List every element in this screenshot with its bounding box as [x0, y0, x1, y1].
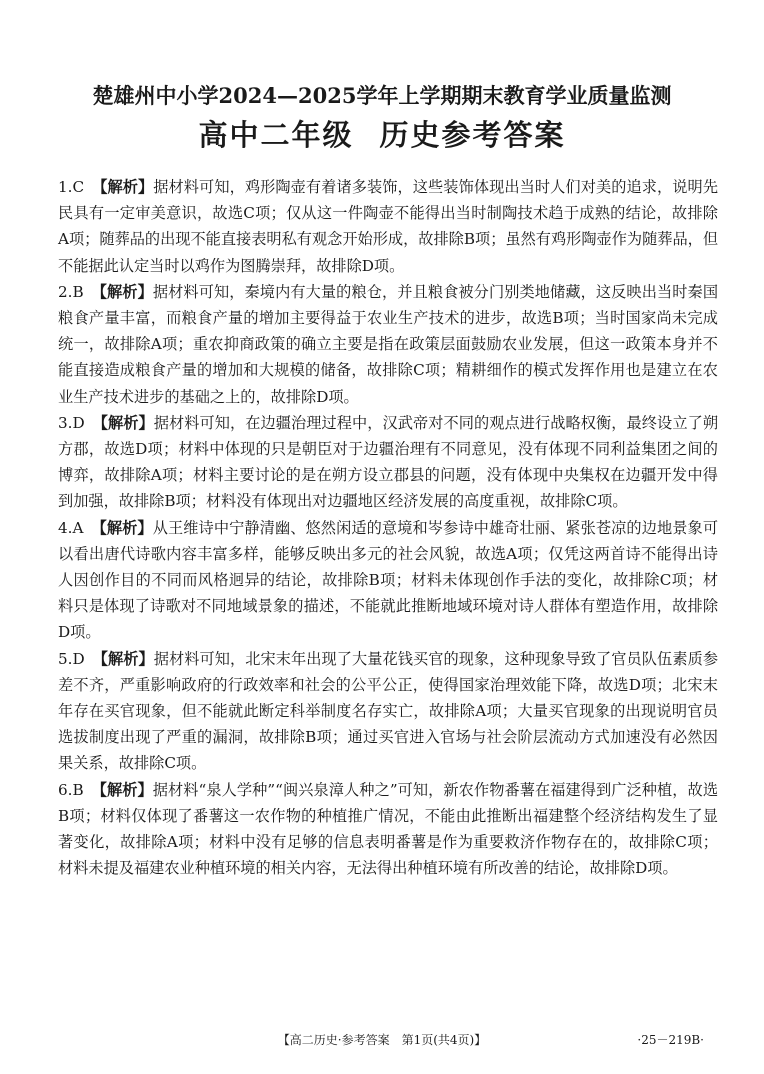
- analysis-tag: 【解析】: [92, 649, 154, 668]
- answer-number: 5.D: [58, 649, 85, 668]
- answer-text: 据材料可知，鸡形陶壶有着诸多装饰，这些装饰体现出当时人们对美的追求，说明先民具有一定审美意识，故选C项；仅从这一件陶壶不能得出当时制陶技术趋于成熟的结论，故排除A项；随葬品的出现不能直接表明私有观念开始形成，故排除B项；虽然有鸡形陶壶作为随葬品，但不能据此认定当时以鸡作为图腾崇拜，故排除D项。: [58, 178, 719, 275]
- answer-item-1: [58, 174, 718, 279]
- answer-item-6: [58, 777, 718, 882]
- answer-number: 6.B: [58, 780, 84, 799]
- answer-text: 据材料可知，北宋末年出现了大量花钱买官的现象，这种现象导致了官员队伍素质参差不齐，严重影响政府的行政效率和社会的公平公正，使得国家治理效能下降，故选D项；北宋末年存在买官现象，但不能就此断定科举制度名存实亡，故排除A项；大量买官现象的出现说明官员选拔制度出现了严重的漏洞，故排除B项；通过买官进入官场与社会阶层流动方式加速没有必然因果关系，故排除C项。: [58, 649, 719, 773]
- subject-label: 历史参考答案: [379, 118, 566, 152]
- answer-text: 据材料可知，秦境内有大量的粮仓，并且粮食被分门别类地储藏，这反映出当时秦国粮食产量丰富，而粮食产量的增加主要得益于农业生产技术的进步，故选B项；当时国家尚未完成统一，故排除A项；重农抑商政策的确立主要是指在政策层面鼓励农业发展，但这一政策本身并不能直接造成粮食产量的增加和大规模的储备，故排除C项；精耕细作的模式发挥作用也是建立在农业生产技术进步的基础之上的，故排除D项。: [58, 282, 719, 406]
- analysis-tag: 【解析】: [92, 413, 154, 432]
- footer-code: ·25－219B·: [637, 1033, 704, 1047]
- answer-item-5: [58, 646, 718, 777]
- answer-number: 3.D: [58, 413, 85, 432]
- answer-item-2: [58, 279, 718, 410]
- answer-text: 从王维诗中宁静清幽、悠然闲适的意境和岑参诗中雄奇壮丽、紧张苍凉的边地景象可以看出唐代诗歌内容丰富多样，能够反映出多元的社会风貌，故选A项；仅凭这两首诗不能得出诗人因创作目的不同而风格迥异的结论，故排除B项；材料未体现创作手法的变化，故排除C项；材料只是体现了诗歌对不同地域景象的描述，不能就此推断地域环境对诗人群体有塑造作用，故排除D项。: [58, 518, 718, 642]
- answer-number: 1.C: [58, 178, 85, 196]
- analysis-tag: 【解析】: [91, 282, 153, 301]
- exam-title: 楚雄州中小学2024—2025学年上学期期末教育学业质量监测: [92, 83, 672, 108]
- answer-list: [58, 174, 718, 881]
- analysis-tag: 【解析】: [92, 178, 154, 196]
- answer-item-3: [58, 410, 718, 515]
- analysis-tag: 【解析】: [91, 780, 153, 799]
- page-subtitle: [0, 113, 764, 154]
- analysis-tag: 【解析】: [91, 518, 153, 537]
- answer-text: 据材料“泉人学种”“闽兴泉漳人种之”可知，新农作物番薯在福建得到广泛种植，故选B项；材料仅体现了番薯这一农作物的种植推广情况，不能由此推断出福建整个经济结构发生了显著变化，故排除A项；材料中没有足够的信息表明番薯是作为重要救济作物存在的，故排除C项；材料未提及福建农业种植环境的相关内容，无法得出种植环境有所改善的结论，故排除D项。: [58, 780, 719, 878]
- grade-label: 高中二年级: [198, 118, 354, 152]
- footer-page-info: 【高二历史·参考答案 第1页(共4页)】: [277, 1033, 487, 1047]
- answer-item-4: [58, 515, 718, 646]
- answer-text: 据材料可知，在边疆治理过程中，汉武帝对不同的观点进行战略权衡，最终设立了朔方郡，故选D项；材料中体现的只是朝臣对于边疆治理有不同意见，没有体现不同利益集团之间的博弈，故排除A项；材料主要讨论的是在朔方设立郡县的问题，没有体现中央集权在边疆开发中得到加强，故排除B项；材料没有体现出对边疆地区经济发展的高度重视，故排除C项。: [58, 413, 719, 511]
- answer-number: 4.A: [58, 518, 84, 537]
- answer-number: 2.B: [58, 282, 84, 301]
